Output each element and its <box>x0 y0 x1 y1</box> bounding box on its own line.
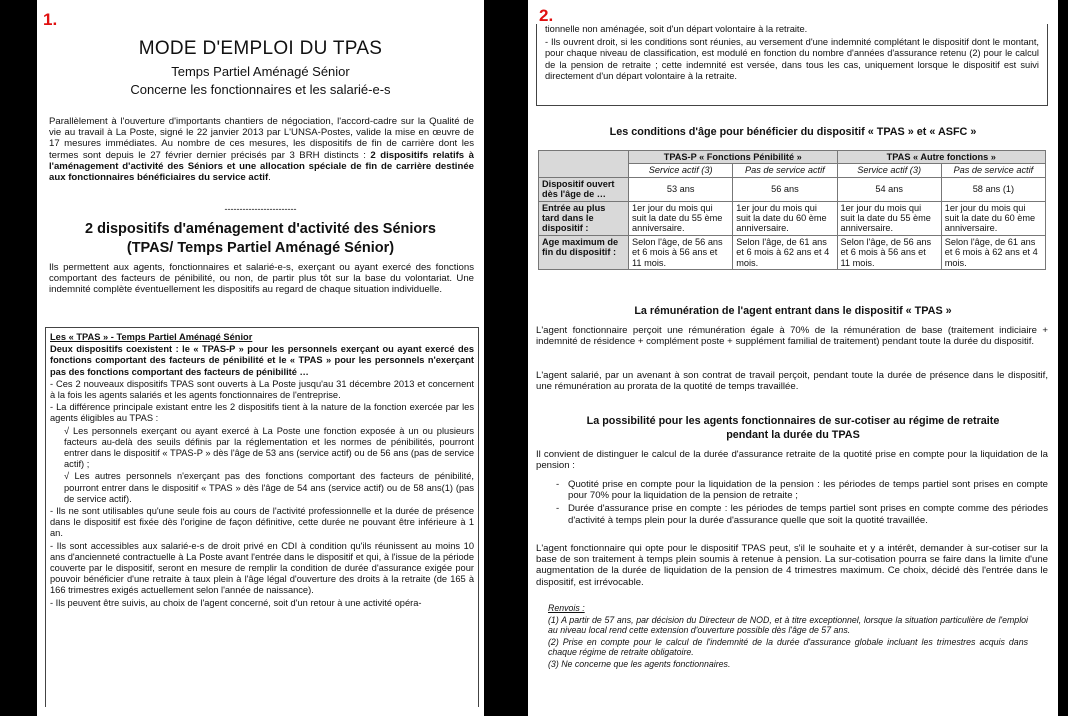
table-subheader: Pas de service actif <box>941 164 1045 177</box>
table-row-label: Entrée au plus tard dans le dispositif : <box>539 201 629 235</box>
table-cell: 56 ans <box>733 177 837 201</box>
list-item-text: Durée d'assurance prise en compte : les périodes de temps partiel sont prises en compte comme des périodes d'activité à temps plein pour la durée d'assurance quelle que soit la quotité travaillée. <box>568 503 1048 526</box>
page-title: MODE D'EMPLOI DU TPAS <box>138 38 383 59</box>
table-cell: 1er jour du mois qui suit la date du 60 ème anniversaire. <box>733 201 837 235</box>
box-heading: Les « TPAS » - Temps Partiel Aménagé Sénior <box>50 332 253 342</box>
continued-text: - Ils ouvrent droit, si les conditions sont réunies, au versement d'une indemnité complétant le dispositif dont le montant, pour chaque niveau de classification, est modulé en fonction du nombre d'années d'assurance retenu (2) pour le calcul de la pension de retraite ; cette indemnité est versée, dans tous les cas, uniquement lorsque le dispositif est suivi directement d'un départ volontaire à la retraite. <box>545 37 1039 81</box>
separator-line: ------------------------ <box>224 204 297 214</box>
table-cell: 53 ans <box>629 177 733 201</box>
fonctionnaire-paragraph: L'agent fonctionnaire qui opte pour le dispositif TPAS peut, s'il le souhaite et y a intérêt, demander à sur-cotiser sur la base de son traitement à temps plein soumis à retenue à pension. La sur-cotisation pourra se faire dans la limite d'une augmentation de la durée de liquidation de la pension de 4 trimestres maximum. Ce choix, décidé dès l'entrée dans le dispositif, est irrévocable. <box>536 543 1048 588</box>
box-paragraph: - Ils ne sont utilisables qu'une seule fois au cours de l'activité professionnelle et la durée de présence dans le dispositif est fixée dès l'origine de façon définitive, cette durée ne pouvant être inférieure à 1 an. <box>50 506 474 539</box>
table-row-label: Age maximum de fin du dispositif : <box>539 235 629 269</box>
continued-text: tionnelle non aménagée, soit d'un départ volontaire à la retraite. <box>545 24 808 34</box>
box-paragraph: - Ces 2 nouveaux dispositifs TPAS sont ouverts à La Poste jusqu'au 31 décembre 2013 et concernent à la fois les agents salariés et les agents fonctionnaires de l'entreprise. <box>50 378 474 401</box>
remuneration-fonctionnaire: L'agent fonctionnaire perçoit une rémunération égale à 70% de la rémunération de base (traitement indiciaire + indemnité de résidence + complément poste + supplément familial de traitement) pendant toute la durée du dispositif. <box>536 325 1048 348</box>
section-heading-line-1: 2 dispositifs d'aménagement d'activité des Séniors <box>85 221 436 237</box>
document-page-1 <box>37 0 484 716</box>
page-number: 1. <box>43 10 58 29</box>
table-row <box>539 177 1046 201</box>
list-item: - Durée d'assurance prise en compte : les périodes de temps partiel sont prises en compte comme des périodes d'activité à temps plein pour la durée d'assurance quelle que soit la quotité travaillée. <box>556 503 1048 526</box>
footnote: (1) A partir de 57 ans, par décision du Directeur de NOD, et à titre exceptionnel, lorsque la situation particulière de l'emploi au niveau local rend cette extension d'ouverture possible dès l'âge de 57 ans. <box>548 614 1028 636</box>
intro-end: . <box>268 172 271 184</box>
box-paragraph: - Ils sont accessibles aux salarié-e-s de droit privé en CDI à condition qu'ils réunissent au moins 10 ans d'ancienneté contractuelle à La Poste avant l'entrée dans le dispositif et qui, à l'issue de la période couverte par le dispositif, seront en mesure de remplir la condition de durée d'assurance exigée pour pouvoir bénéficier d'une retraite à taux plein à l'âge légal d'ouverture des droits à la retraite (de 165 à 166 trimestres exigés actuellement selon l'année de naissance). <box>50 540 474 596</box>
table-row <box>539 235 1046 269</box>
table-cell: 1er jour du mois qui suit la date du 55 ème anniversaire. <box>837 201 941 235</box>
table-corner <box>539 151 629 178</box>
conditions-heading: Les conditions d'âge pour bénéficier du dispositif « TPAS » et « ASFC » <box>609 126 977 138</box>
page-concerns-line: Concerne les fonctionnaires et les salarié-e-s <box>130 82 391 97</box>
section-heading-line-2: (TPAS/ Temps Partiel Aménagé Sénior) <box>126 240 395 256</box>
table-cell: 1er jour du mois qui suit la date du 55 ème anniversaire. <box>629 201 733 235</box>
table-row <box>539 201 1046 235</box>
list-item: - Quotité prise en compte pour la liquidation de la pension : les périodes de temps partiel sont prises en compte pour 70% pour la liquidation de la pension de retraite ; <box>556 479 1048 502</box>
remuneration-heading: La rémunération de l'agent entrant dans le dispositif « TPAS » <box>634 305 952 317</box>
continued-box <box>536 24 1048 106</box>
table-cell: Selon l'âge, de 61 ans et 6 mois à 62 ans et 4 mois. <box>941 235 1045 269</box>
distinguer-paragraph: Il convient de distinguer le calcul de la durée d'assurance retraite de la quotité prise en compte pour la liquidation de la pension : <box>536 449 1048 472</box>
surcotiser-heading-line-1: La possibilité pour les agents fonctionnaires de sur-cotiser au régime de retraite <box>586 415 1000 427</box>
intro-bold-text: 2 dispositifs relatifs à l'aménagement d'activité des Séniors et une allocation spéciale de fin de carrière destinée aux fonctionnaires bénéficiaires du service actif <box>49 149 474 184</box>
footnotes <box>548 603 1028 671</box>
document-page-2 <box>528 0 1058 716</box>
table-cell: Selon l'âge, de 56 ans et 6 mois à 56 ans et 11 mois. <box>629 235 733 269</box>
table-subheader: Service actif (3) <box>629 164 733 177</box>
box-paragraph-check: √ Les personnels exerçant ou ayant exercé à La Poste une fonction exposée à un ou plusieurs facteurs au-delà des seuils définis par la réglementation et les normes de pénibilités, pourront entrer dans le dispositif « TPAS-P » dès l'âge de 53 ans (service actif) ou de 56 ans (pas de service actif) ; <box>64 425 474 470</box>
remuneration-salarie: L'agent salarié, par un avenant à son contrat de travail perçoit, pendant toute la durée de présence dans le dispositif, une rémunération au prorata de la quotité de temps travaillée. <box>536 370 1048 393</box>
page-subtitle: Temps Partiel Aménagé Sénior <box>171 64 350 79</box>
table-group-header: TPAS-P « Fonctions Pénibilité » <box>629 151 838 164</box>
tpas-box <box>45 327 479 707</box>
table-subheader: Service actif (3) <box>837 164 941 177</box>
surcotiser-heading-line-2: pendant la durée du TPAS <box>726 429 860 441</box>
intro-text: Parallèlement à l'ouverture d'importants chantiers de négociation, l'accord-cadre sur la Qualité de vie au travail à La Poste, signé le 22 janvier 2013 par L'UNSA-Postes, valide la mise en œuvre de 17 mesures immédiates. Au nombre de ces mesures, les dispositifs de fin de carrière dont les termes sont depuis le 27 février dernier précisés par 3 BRH distincts : <box>49 116 474 161</box>
surcotiser-heading <box>528 414 1058 442</box>
bullet-list <box>556 479 1048 528</box>
footnote: (3) Ne concerne que les agents fonctionnaires. <box>548 658 731 669</box>
table-row-label: Dispositif ouvert dès l'âge de … <box>539 177 629 201</box>
table-cell: 54 ans <box>837 177 941 201</box>
table-cell: Selon l'âge, de 56 ans et 6 mois à 56 ans et 11 mois. <box>837 235 941 269</box>
box-paragraph: - Ils peuvent être suivis, au choix de l'agent concerné, soit d'un retour à une activité opéra- <box>50 597 422 608</box>
footnote: (2) Prise en compte pour le calcul de l'indemnité de la durée d'assurance globale incluant les trimestres acquis dans chaque régime de retraite obligatoire. <box>548 636 1028 658</box>
table-group-header: TPAS « Autre fonctions » <box>837 151 1046 164</box>
table-subheader: Pas de service actif <box>733 164 837 177</box>
box-paragraph: - La différence principale existant entre les 2 dispositifs tient à la nature de la fonction exercée par les agents éligibles au TPAS : <box>50 402 474 424</box>
table-cell: Selon l'âge, de 61 ans et 6 mois à 62 ans et 4 mois. <box>733 235 837 269</box>
section-heading <box>37 220 484 258</box>
list-item-text: Quotité prise en compte pour la liquidation de la pension : les périodes de temps partiel sont prises en compte pour 70% pour la liquidation de la pension de retraite ; <box>568 479 1048 502</box>
box-lead: Deux dispositifs coexistent : le « TPAS-P » pour les personnels exerçant ou ayant exercé des fonctions comportant des facteurs de pénibilité et le « TPAS » pour les personnels n'exerçant pas des fonctions comportant des facteurs de pénibilité … <box>50 344 474 377</box>
age-conditions-table <box>538 150 1046 270</box>
box-paragraph-check: √ Les autres personnels n'exerçant pas des fonctions comportant des facteurs de pénibilité, pourront entrer dans le dispositif « TPAS » dès l'âge de 54 ans (service actif) ou de 58 ans(1) (pas de service actif). <box>64 471 474 504</box>
dispositifs-paragraph: Ils permettent aux agents, fonctionnaires et salarié-e-s, exerçant ou ayant exercé des fonctions comportant des facteurs de pénibilité, ou non, de partir plus tôt sur la base du volontariat. Une indemnité complète éventuellement les dispositifs au regard de chaque situation individuelle. <box>49 262 474 296</box>
intro-paragraph <box>49 116 474 183</box>
footnotes-title: Renvois : <box>548 603 585 613</box>
table-cell: 58 ans (1) <box>941 177 1045 201</box>
page-number: 2. <box>539 6 554 25</box>
table-cell: 1er jour du mois qui suit la date du 60 ème anniversaire. <box>941 201 1045 235</box>
